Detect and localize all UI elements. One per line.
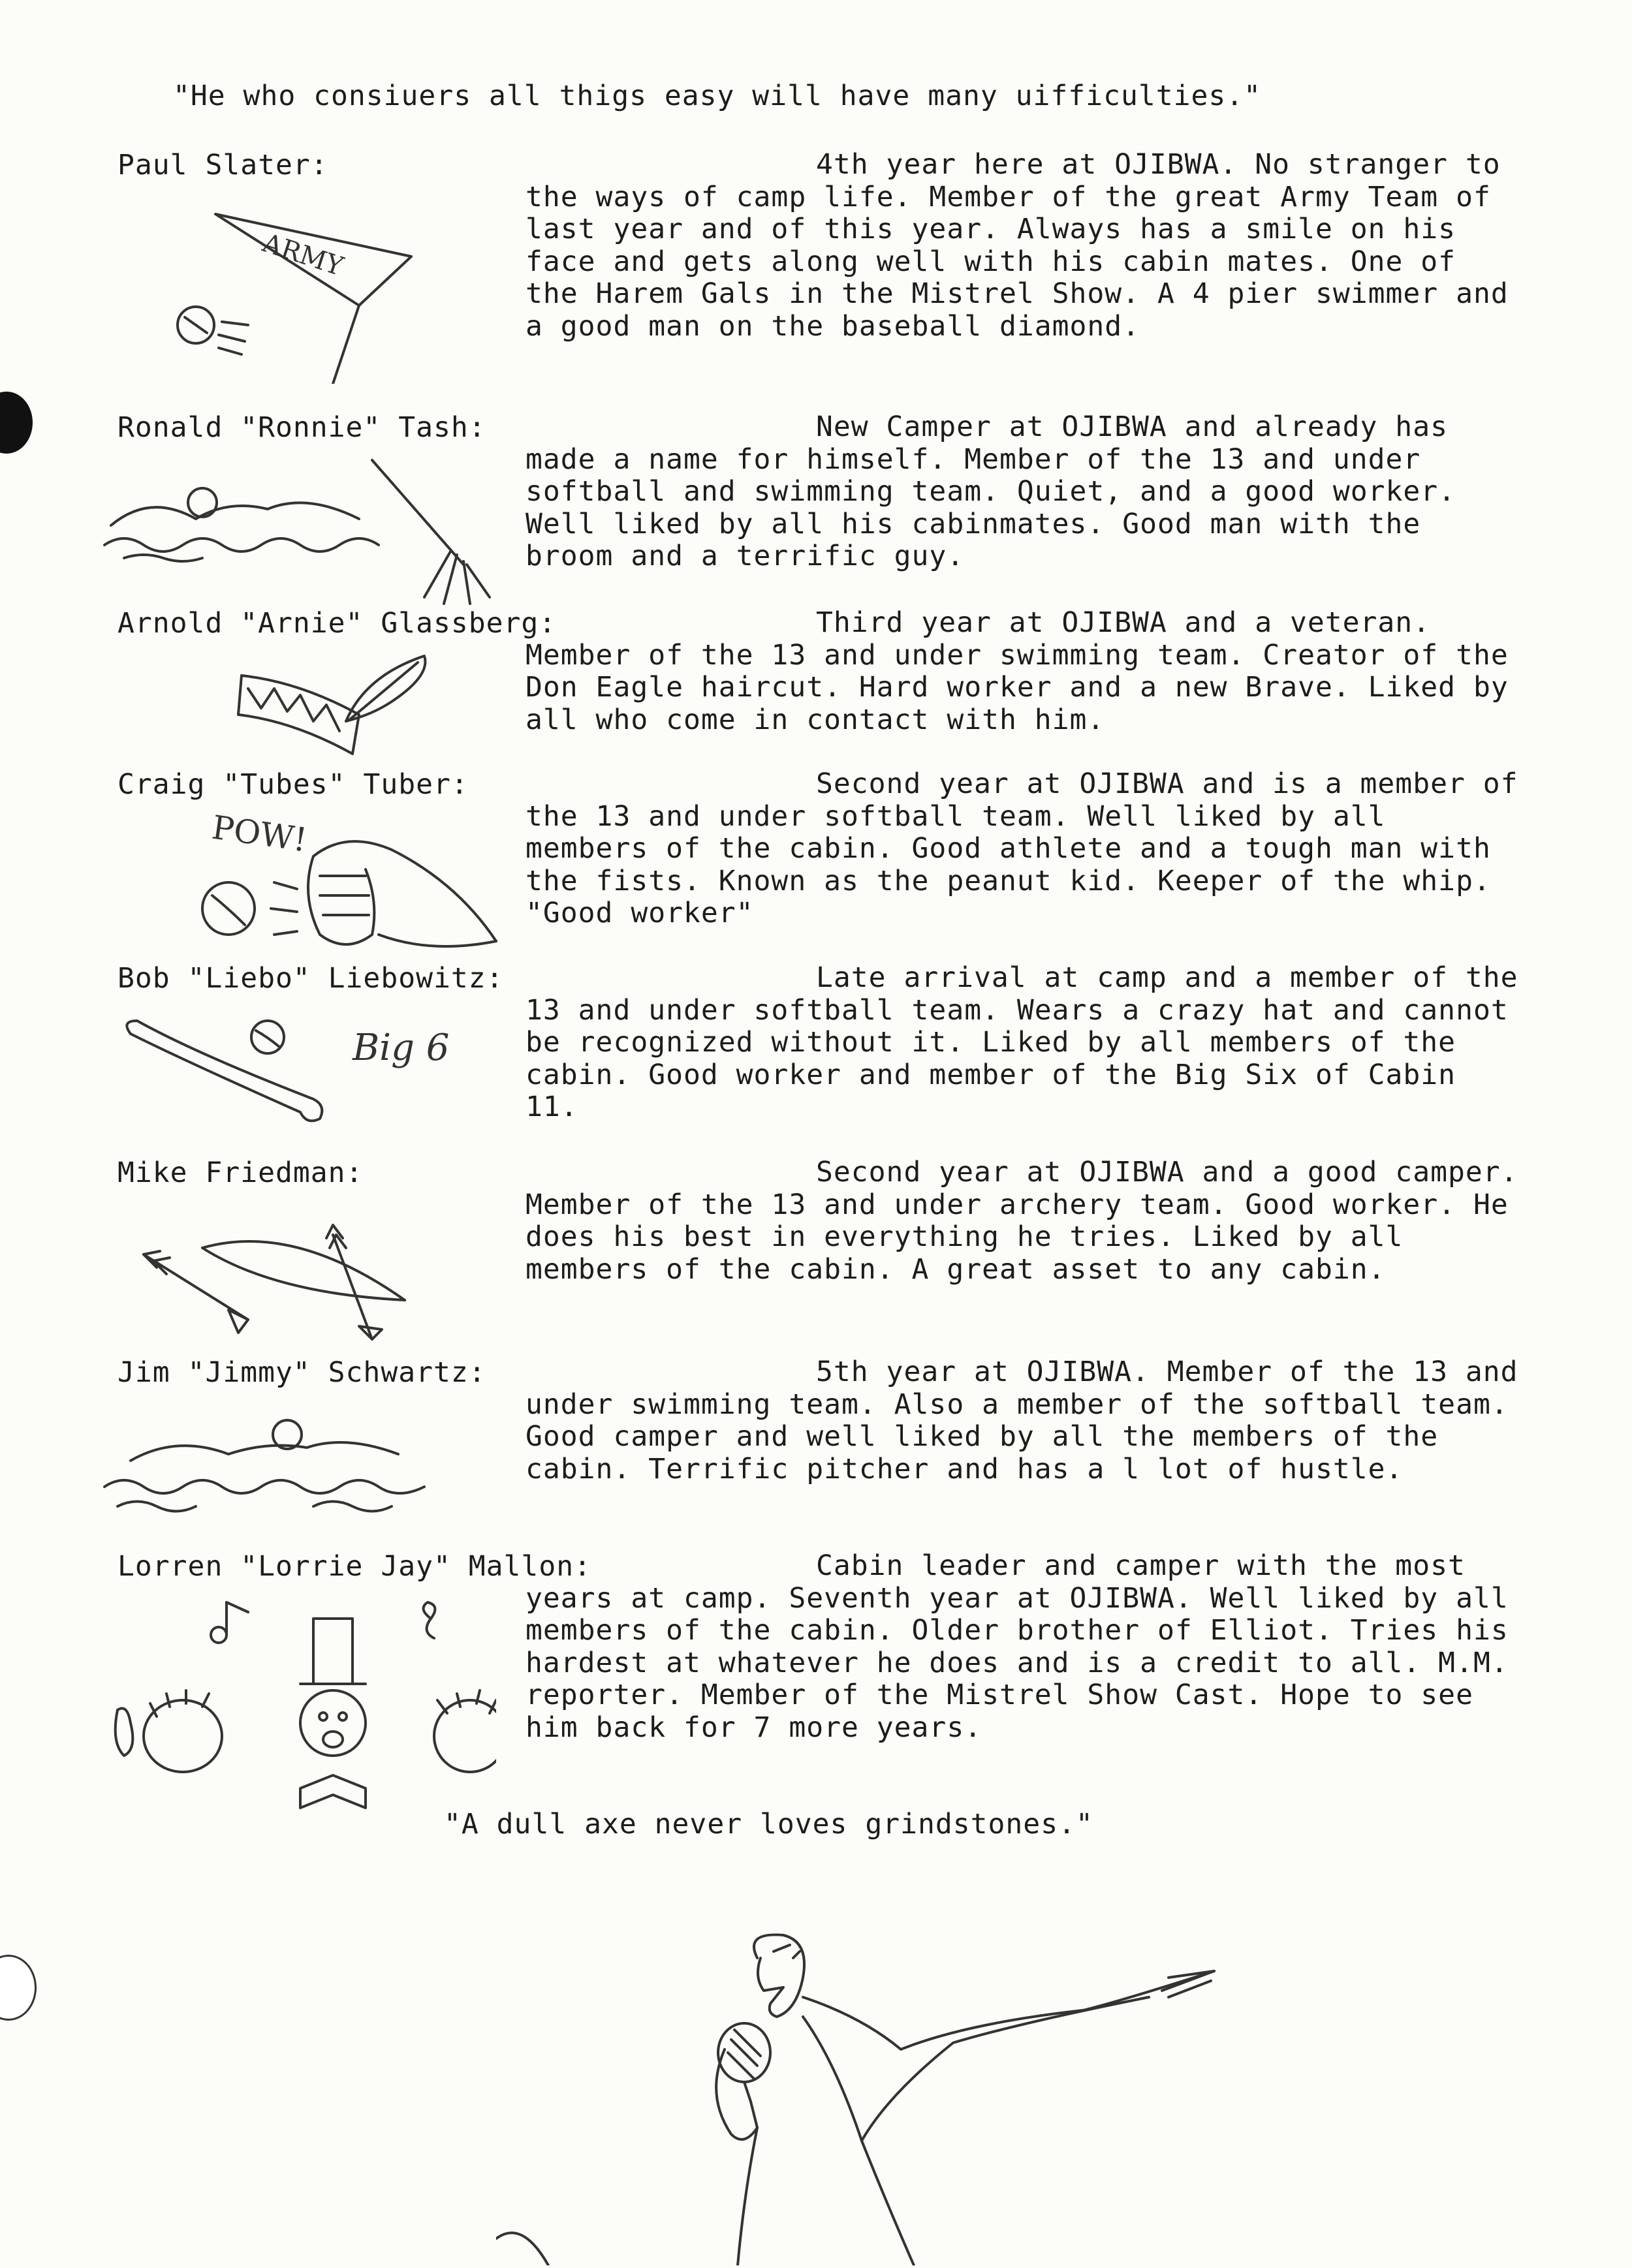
minstrel-sketch [98,1586,496,1834]
camper-name: Lorren "Lorrie Jay" Mallon: [118,1550,591,1583]
opening-quote: "He who consiuers all thigs easy will have many uifficulties." [173,80,1262,112]
closing-quote: "A dull axe never loves grindstones." [444,1808,1093,1841]
camper-name: Ronald "Ronnie" Tash: [118,411,486,444]
camper-bio: 4th year here at OJIBWA. No stranger to the ways of camp life. Member of the great Army Team of last year and of this year. Always has a smile on his face and gets along well with his cabin mates. One of the Harem Gals in the Mistrel Show. A 4 pier swimmer and a good man on the baseball diamond. [526,148,1509,343]
pennant-text: ARMY [259,228,347,283]
punch-hole-top [0,392,33,454]
camper-name: Jim "Jimmy" Schwartz: [118,1356,486,1389]
headband-feather-sketch [235,649,444,767]
camper-bio: New Camper at OJIBWA and already has made a name for himself. Member of the 13 and under softball and swimming team. Quiet, and a good worker. Well liked by all his cabinmates. Good man with the broom and a terrific guy. [526,411,1456,572]
punch-hole-bottom [0,1955,37,2021]
camper-bio: Third year at OJIBWA and a veteran. Member of the 13 and under swimming team. Creator of the Don Eagle haircut. Hard worker and a new Brave. Liked by all who come in contact with him. [526,606,1509,736]
swimmer-broom-sketch [98,447,503,610]
big6-text: Big 6 [353,1027,450,1069]
camper-bio: Cabin leader and camper with the most years at camp. Seventh year at OJIBWA. Well liked by all members of the cabin. Older brother of Elliot. Tries his hardest at whatever he does and is a credit to all. M.M. reporter. Member of the Mistrel Show Cast. Hope to see him back for 7 more years. [526,1549,1509,1744]
bat-ball-big6-sketch [118,1001,483,1132]
camper-bio: Second year at OJIBWA and is a member of the 13 and under softball team. Well liked by all members of the cabin. Good athlete and a tough man with the fists. Known as the peanut kid. Keeper of the whip. "Good worker" [526,768,1518,929]
camper-name: Paul Slater: [118,149,328,181]
camper-bio: Second year at OJIBWA and a good camper. Member of the 13 and under archery team. Good worker. He does his best in everything he tries. Liked by all members of the cabin. A great asset to any cabin. [526,1156,1518,1286]
fist-pow-sketch [183,804,509,961]
camper-name: Arnold "Arnie" Glassberg: [118,607,557,640]
camper-name: Bob "Liebo" Liebowitz: [118,962,504,995]
camper-bio: Late arrival at camp and a member of the 13 and under softball team. Wears a crazy hat and cannot be recognized without it. Liked by all members of the cabin. Good worker and member of the Big Six of Cabin 11. [526,961,1518,1123]
singer-with-microphone-sketch [496,1932,1227,2265]
camper-name: Mike Friedman: [118,1157,364,1189]
camper-name: Craig "Tubes" Tuber: [118,768,469,801]
bow-arrows-sketch [131,1222,444,1352]
camper-bio: 5th year at OJIBWA. Member of the 13 and under swimming team. Also a member of the softball team. Good camper and well liked by all the members of the cabin. Terrific pitcher and has a l lot of hustle. [526,1356,1518,1485]
pow-text: POW! [210,808,309,860]
army-pennant-sketch [163,194,424,384]
swimmer-sketch [98,1408,444,1526]
